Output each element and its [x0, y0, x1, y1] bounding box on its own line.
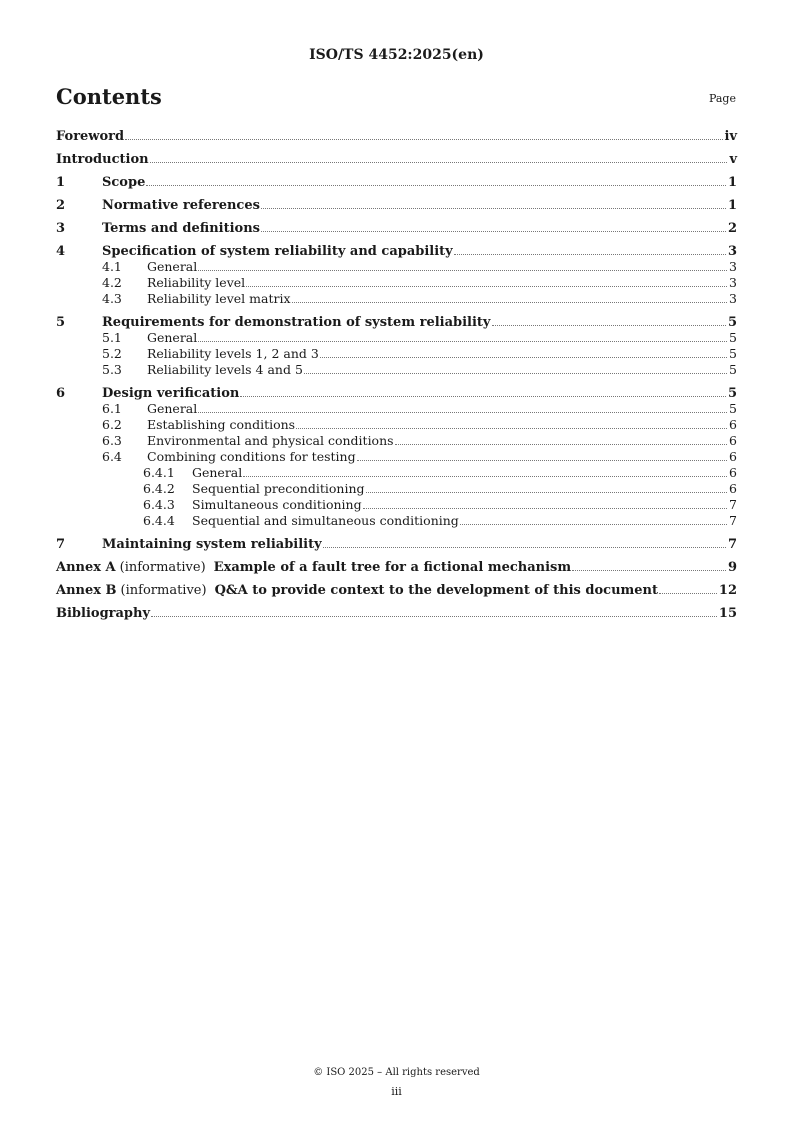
toc-entry-5-1[interactable] — [56, 330, 737, 346]
toc-entry-page: 6 — [729, 465, 737, 480]
toc-entry-page: 5 — [727, 386, 737, 401]
annex-informative-tag: (informative) — [119, 560, 206, 575]
toc-entry-title: Maintaining system reliability — [102, 537, 322, 552]
toc-entry-title: Scope — [102, 175, 146, 190]
toc-entry-page: 6 — [729, 417, 737, 432]
toc-entry-number: 7 — [56, 537, 66, 552]
toc-entry-bibliography[interactable] — [56, 606, 737, 621]
dot-leader — [454, 254, 726, 255]
toc-entry-page: 6 — [729, 449, 737, 464]
toc-entry-title: General — [147, 330, 198, 345]
toc-entry-page: 3 — [729, 291, 737, 306]
toc-entry-page: 12 — [718, 583, 737, 598]
toc-entry-title: Introduction — [56, 152, 149, 167]
toc-entry-title: General — [147, 259, 198, 274]
toc-entry-6-1[interactable] — [56, 401, 737, 417]
table-of-contents — [56, 129, 737, 621]
dot-leader — [320, 357, 727, 358]
toc-entry-section-7[interactable] — [56, 537, 737, 552]
toc-entry-title: Q&A to provide context to the development of this document — [214, 583, 659, 598]
dot-leader — [363, 508, 727, 509]
toc-entry-title: Specification of system reliability and capability — [102, 244, 453, 259]
toc-entry-title: Reliability levels 1, 2 and 3 — [147, 346, 319, 361]
toc-entry-6-4-1[interactable] — [56, 465, 737, 481]
toc-entry-title: Combining conditions for testing — [147, 449, 356, 464]
contents-title: Contents — [56, 84, 162, 109]
toc-entry-title: Normative references — [102, 198, 260, 213]
toc-entry-number: 6.3 — [102, 433, 122, 448]
toc-entry-number: 4.3 — [102, 291, 122, 306]
toc-entry-page: 6 — [729, 433, 737, 448]
dot-leader — [240, 396, 726, 397]
toc-entry-6-2[interactable] — [56, 417, 737, 433]
toc-entry-title: Reliability level matrix — [147, 291, 291, 306]
dot-leader — [492, 325, 726, 326]
toc-entry-normative-references[interactable] — [56, 198, 737, 213]
toc-entry-number: 6 — [56, 386, 66, 401]
dot-leader — [261, 208, 726, 209]
toc-entry-number: 3 — [56, 221, 66, 236]
toc-entry-number: 6.4 — [102, 449, 122, 464]
toc-entry-title: Example of a fault tree for a fictional mechanism — [213, 560, 572, 575]
toc-entry-page: 9 — [727, 560, 737, 575]
toc-entry-number: 1 — [56, 175, 66, 190]
dot-leader — [366, 492, 728, 493]
toc-entry-title: General — [192, 465, 243, 480]
toc-entry-4-3[interactable] — [56, 291, 737, 307]
dot-leader — [125, 139, 722, 140]
dot-leader — [296, 428, 727, 429]
page-number: iii — [391, 1085, 402, 1098]
toc-entry-page: 7 — [729, 513, 737, 528]
toc-entry-page: 7 — [727, 537, 737, 552]
toc-entry-number: 5.2 — [102, 346, 122, 361]
toc-entry-page: 3 — [729, 275, 737, 290]
document-id-header: ISO/TS 4452:2025(en) — [309, 47, 484, 63]
toc-entry-annex-b[interactable] — [56, 583, 737, 598]
toc-entry-page: 6 — [729, 481, 737, 496]
toc-entry-4-2[interactable] — [56, 275, 737, 291]
toc-entry-terms-and-definitions[interactable] — [56, 221, 737, 236]
toc-entry-annex-a[interactable] — [56, 560, 737, 575]
toc-entry-number: 6.4.4 — [143, 513, 175, 528]
toc-entry-title: Foreword — [56, 129, 125, 144]
toc-entry-introduction[interactable] — [56, 152, 737, 167]
toc-entry-section-6[interactable] — [56, 386, 737, 401]
dot-leader — [292, 302, 728, 303]
toc-entry-number: 6.1 — [102, 401, 122, 416]
dot-leader — [150, 162, 728, 163]
toc-entry-title: General — [147, 401, 198, 416]
toc-entry-section-5[interactable] — [56, 315, 737, 330]
toc-entry-page: 5 — [727, 315, 737, 330]
toc-entry-page: 5 — [729, 346, 737, 361]
toc-entry-number: 6.2 — [102, 417, 122, 432]
toc-entry-title: Establishing conditions — [147, 417, 296, 432]
toc-entry-number: 6.4.1 — [143, 465, 175, 480]
toc-entry-5-3[interactable] — [56, 362, 737, 378]
dot-leader — [460, 524, 727, 525]
toc-entry-title: Reliability levels 4 and 5 — [147, 362, 303, 377]
toc-entry-page: 3 — [727, 244, 737, 259]
toc-entry-6-4-3[interactable] — [56, 497, 737, 513]
dot-leader — [261, 231, 726, 232]
toc-entry-6-4-4[interactable] — [56, 513, 737, 529]
dot-leader — [146, 185, 726, 186]
toc-entry-page: v — [729, 152, 737, 167]
toc-entry-title: Simultaneous conditioning — [192, 497, 362, 512]
annex-label: Annex B — [56, 583, 117, 598]
toc-entry-title: Requirements for demonstration of system reliability — [102, 315, 491, 330]
toc-entry-scope[interactable] — [56, 175, 737, 190]
dot-leader — [246, 286, 727, 287]
toc-entry-number: 2 — [56, 198, 66, 213]
toc-entry-6-4-2[interactable] — [56, 481, 737, 497]
dot-leader — [323, 547, 726, 548]
toc-entry-title: Sequential preconditioning — [192, 481, 365, 496]
annex-informative-tag: (informative) — [120, 583, 207, 598]
toc-entry-number: 4.2 — [102, 275, 122, 290]
toc-entry-page: iv — [724, 129, 737, 144]
dot-leader — [572, 570, 726, 571]
toc-entry-number: 5 — [56, 315, 66, 330]
toc-entry-page: 3 — [729, 259, 737, 274]
toc-entry-page: 2 — [727, 221, 737, 236]
toc-entry-title: Design verification — [102, 386, 240, 401]
dot-leader — [395, 444, 727, 445]
dot-leader — [198, 412, 727, 413]
toc-entry-title: Sequential and simultaneous conditioning — [192, 513, 459, 528]
toc-entry-6-4[interactable] — [56, 449, 737, 465]
toc-entry-number: 4.1 — [102, 259, 122, 274]
toc-entry-page: 7 — [729, 497, 737, 512]
toc-entry-number: 6.4.3 — [143, 497, 175, 512]
toc-entry-title: Reliability level — [147, 275, 246, 290]
dot-leader — [151, 616, 717, 617]
toc-entry-page: 1 — [727, 198, 737, 213]
dot-leader — [659, 593, 717, 594]
annex-label: Annex A — [56, 560, 116, 575]
toc-entry-title: Bibliography — [56, 606, 151, 621]
toc-entry-section-4[interactable] — [56, 244, 737, 259]
toc-entry-6-3[interactable] — [56, 433, 737, 449]
dot-leader — [243, 476, 727, 477]
toc-entry-page: 15 — [718, 606, 737, 621]
copyright-footer: © ISO 2025 – All rights reserved — [313, 1067, 480, 1078]
toc-entry-4-1[interactable] — [56, 259, 737, 275]
toc-entry-page: 5 — [729, 362, 737, 377]
toc-entry-number: 6.4.2 — [143, 481, 175, 496]
dot-leader — [198, 270, 727, 271]
toc-entry-number: 4 — [56, 244, 66, 259]
toc-entry-number: 5.1 — [102, 330, 122, 345]
toc-entry-page: 5 — [729, 330, 737, 345]
page-column-label: Page — [708, 92, 736, 105]
toc-entry-title: Terms and definitions — [102, 221, 260, 236]
toc-entry-number: 5.3 — [102, 362, 122, 377]
toc-entry-5-2[interactable] — [56, 346, 737, 362]
toc-entry-foreword[interactable] — [56, 129, 737, 144]
dot-leader — [304, 373, 727, 374]
dot-leader — [198, 341, 727, 342]
dot-leader — [357, 460, 727, 461]
toc-entry-page: 5 — [729, 401, 737, 416]
toc-entry-title: Environmental and physical conditions — [147, 433, 394, 448]
toc-entry-page: 1 — [727, 175, 737, 190]
